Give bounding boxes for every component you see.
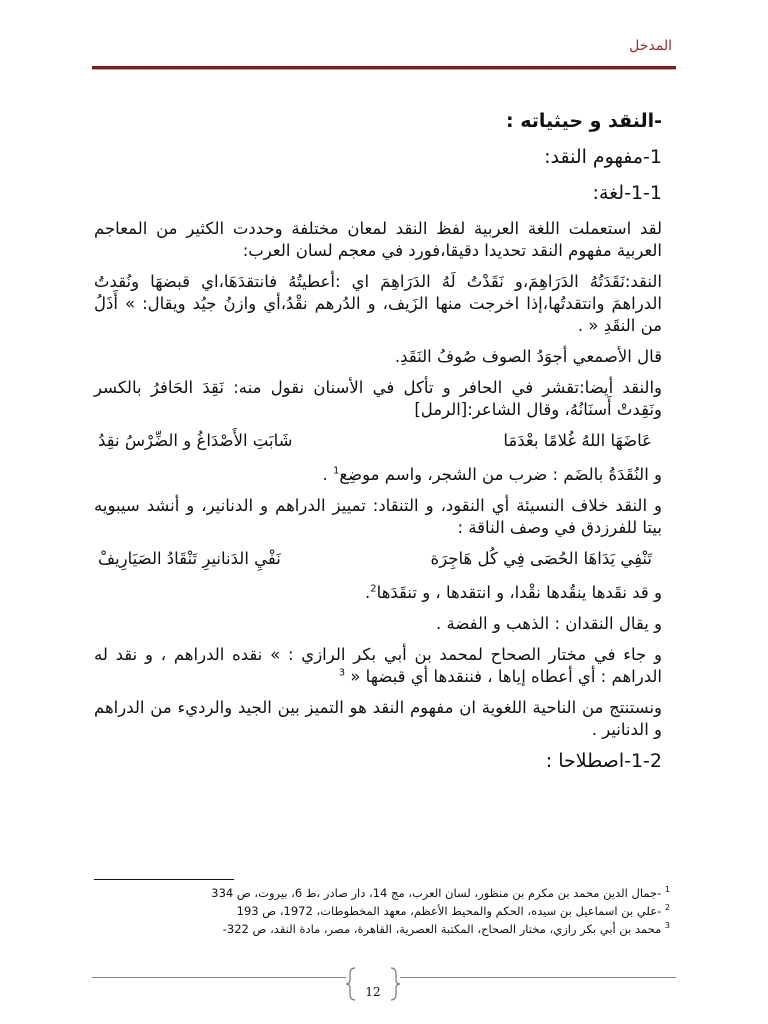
paragraph-9	[94, 644, 662, 688]
footnote-3-number: 3	[664, 921, 670, 931]
footnote-3-text: محمد بن أبي بكر رازي، مختار الصحاح، المكتبة العصرية، القاهرة، مصر، مادة النقد، ص 322-	[222, 922, 662, 936]
footnote-2-number: 2	[664, 903, 670, 913]
footnote-2-text: -علي بن اسماعيل بن سيده، الحكم والمحيط الأعظم، معهد المخطوطات، 1972، ص 193	[236, 904, 662, 918]
paragraph-7-text: و قد نقَدها ينقُدها نقْدا، و انتقدها ، و تنقَدَها	[376, 583, 662, 602]
paragraph-7	[94, 582, 662, 604]
paragraph-6: و النقد خلاف النسيئة أي النقود، و التنقاد: تمييز الدراهم و الدنانير، و أنشد سيبويه بيتا للفرزدق في وصف الناقة :	[94, 496, 662, 537]
subsection-title-1: 1-مفهوم النقد:	[544, 146, 662, 168]
header-rule	[92, 66, 676, 70]
footnote-ref-2[interactable]: 2	[370, 583, 377, 595]
section-title: -النقد و حيثياته :	[506, 110, 662, 132]
verse-2	[94, 548, 662, 570]
verse-2-first-hemistich: تَنْفِي يَدَاهَا الحُصَى فِي كُل هَاجِرَة	[430, 549, 652, 568]
chapter-header: المدخل	[629, 38, 672, 54]
verse-1	[94, 430, 662, 452]
subsection-title-1-1: 1-1-لغة:	[592, 182, 662, 204]
footnotes	[94, 884, 670, 938]
page-number-frame	[346, 966, 400, 1002]
subsection-title-1-2: 1-2-اصطلاحا :	[545, 750, 662, 772]
paragraph-5	[94, 464, 662, 486]
paragraph-7-end: .	[365, 583, 371, 602]
paragraph-5-text: و النُقَدَةُ بالضَم : ضرب من الشجر، واسم موضِع	[339, 465, 662, 484]
footnote-1	[94, 884, 670, 902]
paragraph-1: لقد استعملت اللغة العربية لفظ النقد لمعان مختلفة وحددت الكثير من المعاجم العربية مفهوم النقد تحديدا دقيقا،فورد في معجم لسان العرب:	[94, 219, 662, 260]
paragraph-4: والنقد أيضا:تقشر في الحافر و تأكل في الأسنان نقول منه: نَقِدَ الحَافرُ بالكسر ونَقِدتْ أَسنَانُهُ، وقال الشاعر:[الرمل]	[94, 378, 662, 419]
verse-1-first-hemistich: عَاضَهَا اللهُ غُلامًا بعْدَمَا	[503, 431, 652, 450]
main-text	[94, 110, 662, 786]
paragraph-3: قال الأصمعي أجوَدُ الصوف صُوفُ النَقَدِ.	[394, 347, 662, 366]
paragraph-8: و يقال النقدان : الذهب و الفضة .	[436, 614, 662, 633]
footnote-separator	[94, 879, 234, 880]
footnote-ref-3[interactable]: 3	[338, 667, 346, 679]
verse-1-second-hemistich: شَابَتِ الأَصْدَاغُ و الضِّرْسُ نقِدُ	[98, 431, 293, 450]
footnote-2	[94, 902, 670, 920]
page-number: 12	[365, 985, 381, 999]
paragraph-10: ونستنتج من الناحية اللغوية ان مفهوم النقد هو التميز بين الجيد والرديء من الدراهم و الدنانير .	[94, 698, 662, 739]
paragraph-9-text: و جاء في مختار الصحاح لمحمد بن أبي بكر الرازي : » نقده الدراهم ، و نقد له الدراهم : أي أعطاه إياها ، فننقدها أي قبضها «	[94, 645, 662, 686]
footnote-3	[94, 920, 670, 938]
footnote-1-text: -جمال الدين محمد بن مكرم بن منظور، لسان العرب، مج 14، دار صادر ،ط 6، بيروت، ص 334	[211, 886, 662, 900]
paragraph-2: النقد:نَقَدَتُهُ الدَرَاهِمَ،و نَقَدْتُ لَهُ الدَرَاهِمَ اي :أعطيتُهُ فانتقدَهَا،اي قبضهَا ونُقدتُ الدراهمَ وانتقدتُها،إذا اخرجت منها الزَيف، و الدُرهم نقْدُ،أي وازنُ جيُد ويقال: » أَذَلُ من النقَدِ « .	[94, 272, 662, 335]
paragraph-5-end: .	[322, 465, 328, 484]
footnote-1-number: 1	[664, 885, 670, 895]
footnote-ref-1[interactable]: 1	[332, 465, 340, 477]
verse-2-second-hemistich: نَفْيِ الدَنانيرِ تَنْقَادُ الصَيَارِيفْ	[98, 549, 281, 568]
